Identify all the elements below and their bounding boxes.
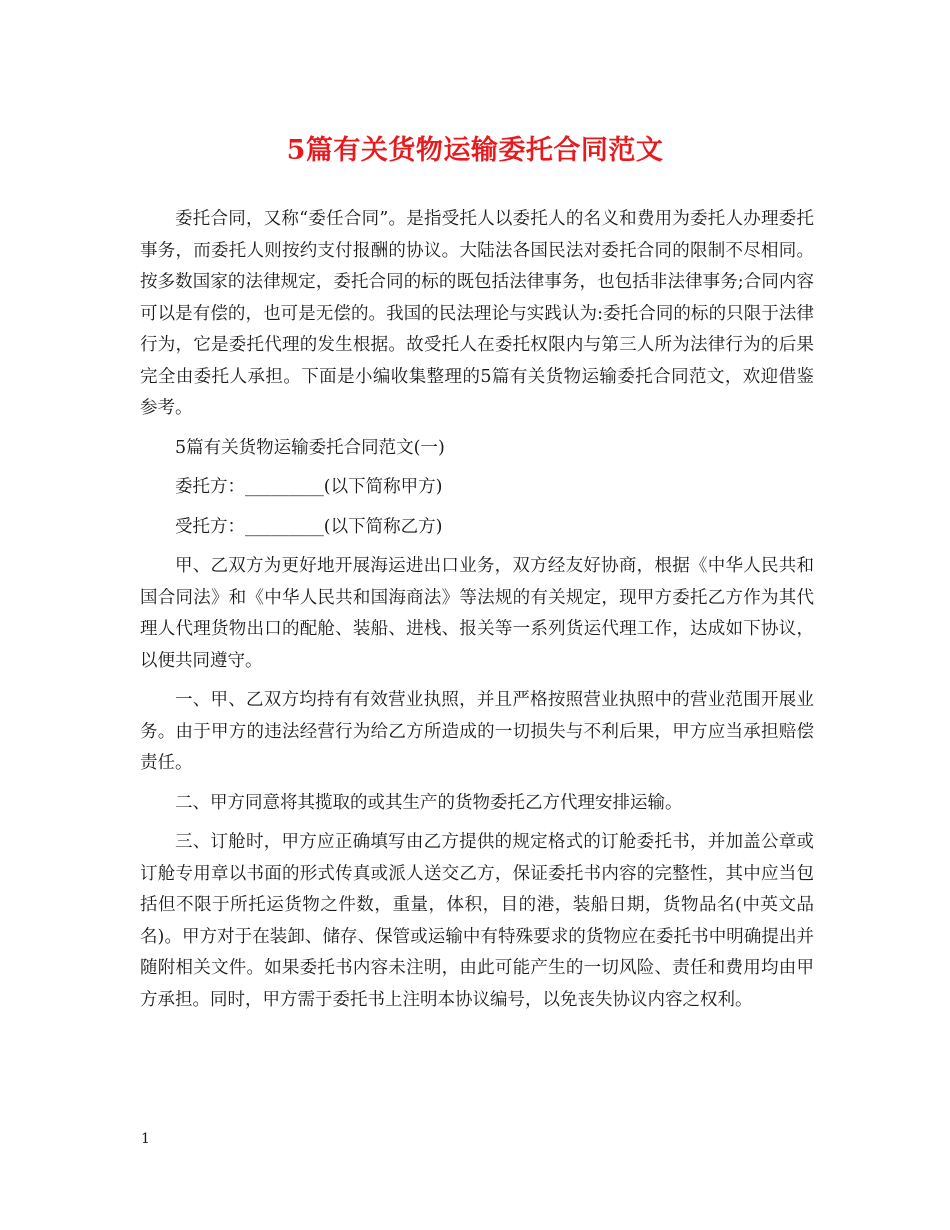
paragraph-section-heading: 5篇有关货物运输委托合同范文(一) bbox=[175, 437, 445, 458]
paragraph-clause-1: 一、甲、乙双方均持有有效营业执照，并且严格按照营业执照中的营业范围开展业务。由于甲方的违法经营行为给乙方所造成的一切损失与不利后果，甲方应当承担赔偿责任。 bbox=[140, 690, 814, 773]
paragraph-client-party: 委托方：_________(以下简称甲方) bbox=[175, 477, 443, 497]
paragraph-clause-3: 三、订舱时，甲方应正确填写由乙方提供的规定格式的订舱委托书，并加盖公章或订舱专用章以书面的形式传真或派人送交乙方，保证委托书内容的完整性，其中应当包括但不限于所托运货物之件数，重量，体积，目的港，装船日期，货物品名(中英文品名)。甲方对于在装卸、储存、保管或运输中有特殊要求的货物应在委托书中明确提出并随附相关文件。如果委托书内容未注明，由此可能产生的一切风险、责任和费用均由甲方承担。同时，甲方需于委托书上注明本协议编号，以免丧失协议内容之权利。 bbox=[140, 832, 814, 1010]
paragraph-intro: 委托合同，又称“委任合同”。是指受托人以委托人的名义和费用为委托人办理委托事务，而委托人则按约支付报酬的协议。大陆法各国民法对委托合同的限制不尽相同。按多数国家的法律规定，委托合同的标的既包括法律事务，也包括非法律事务;合同内容可以是有偿的，也可是无偿的。我国的民法理论与实践认为:委托合同的标的只限于法律行为，它是委托代理的发生根据。故受托人在委托权限内与第三人所为法律行为的后果完全由委托人承担。下面是小编收集整理的5篇有关货物运输委托合同范文，欢迎借鉴参考。 bbox=[140, 209, 814, 418]
paragraph-preamble: 甲、乙双方为更好地开展海运进出口业务，双方经友好协商，根据《中华人民共和国合同法》和《中华人民共和国海商法》等法规的有关规定，现甲方委托乙方作为其代理人代理货物出口的配舱、装船、进栈、报关等一系列货运代理工作，达成如下协议，以便共同遵守。 bbox=[140, 556, 814, 671]
page-number: 1 bbox=[141, 1131, 150, 1147]
document-body bbox=[140, 204, 814, 1024]
document-title: 5篇有关货物运输委托合同范文 bbox=[286, 135, 664, 166]
paragraph-agent-party: 受托方：_________(以下简称乙方) bbox=[175, 516, 443, 537]
paragraph-clause-2: 二、甲方同意将其揽取的或其生产的货物委托乙方代理安排运输。 bbox=[175, 792, 683, 813]
